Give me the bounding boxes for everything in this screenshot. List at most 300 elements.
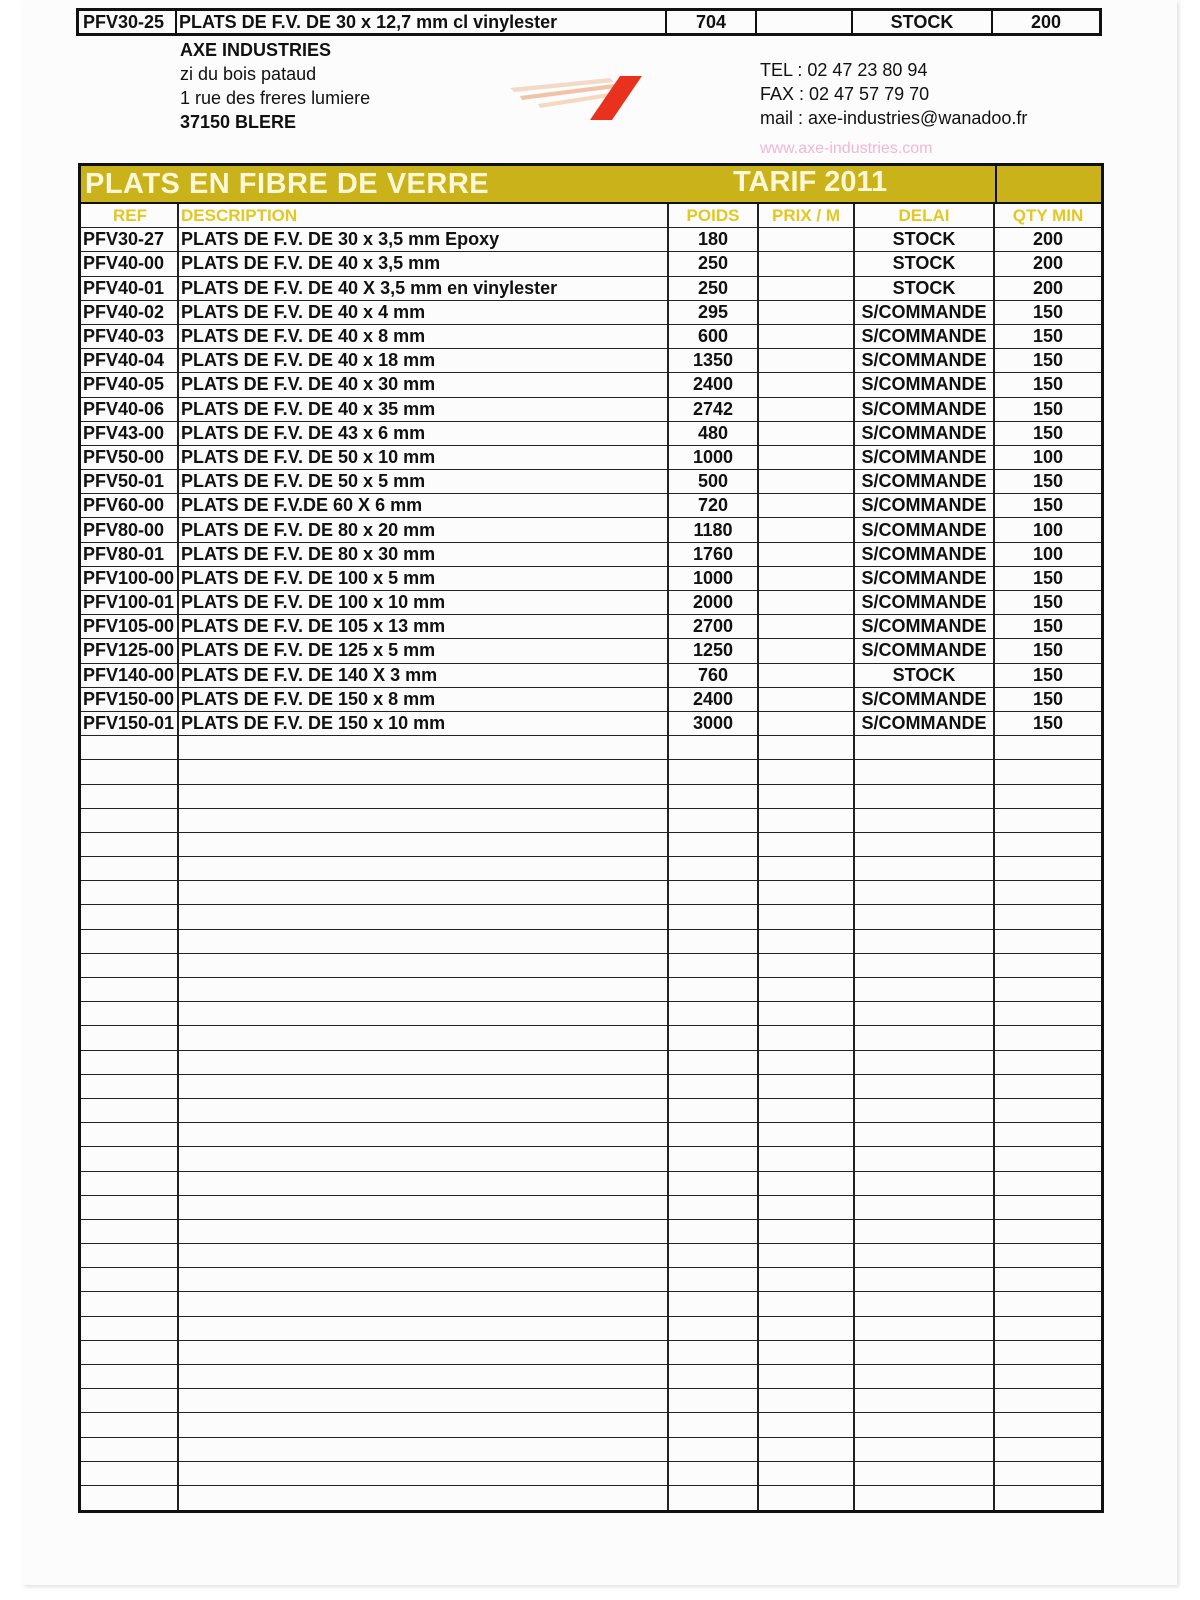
empty-cell [669,1317,759,1340]
empty-cell [669,1365,759,1388]
cell-delai: STOCK [855,664,995,687]
empty-cell [759,1075,855,1098]
empty-cell [995,1341,1101,1364]
cell-prix [759,349,855,372]
empty-cell [759,930,855,953]
cell-ref: PFV100-00 [81,567,179,590]
empty-cell [81,1099,179,1122]
empty-cell [81,1292,179,1315]
empty-cell [995,1026,1101,1049]
empty-cell [759,1486,855,1510]
empty-cell [81,1462,179,1485]
empty-table-row [81,809,1101,833]
empty-cell [81,1365,179,1388]
company-name: AXE INDUSTRIES [180,40,332,60]
cell-delai: STOCK [855,228,995,251]
cell-ref: PFV150-01 [81,712,179,735]
empty-cell [669,1244,759,1267]
empty-table-row [81,1486,1101,1510]
cell-ref: PFV40-05 [81,373,179,396]
empty-cell [855,1389,995,1412]
cell-description: PLATS DE F.V. DE 80 x 30 mm [179,543,669,566]
table-row [81,494,1101,518]
table-row [81,277,1101,301]
cell-description: PLATS DE F.V. DE 40 x 4 mm [179,301,669,324]
empty-cell [759,785,855,808]
empty-cell [759,1365,855,1388]
empty-cell [855,1099,995,1122]
cell-description: PLATS DE F.V. DE 140 X 3 mm [179,664,669,687]
empty-cell [855,930,995,953]
header-delai: DELAI [855,204,995,227]
cell-poids: 1000 [669,446,759,469]
empty-cell [995,833,1101,856]
empty-cell [179,954,669,977]
table-title: PLATS EN FIBRE DE VERRE [85,168,490,200]
cell-prix [759,301,855,324]
address-line-1: zi du bois pataud [180,64,317,84]
empty-cell [81,1002,179,1025]
empty-cell [179,1389,669,1412]
cell-delai: S/COMMANDE [855,567,995,590]
empty-cell [995,1002,1101,1025]
table-header-row [81,204,1101,228]
empty-cell [179,1196,669,1219]
header-description: DESCRIPTION [179,204,669,227]
empty-cell [669,930,759,953]
empty-cell [669,1292,759,1315]
empty-cell [855,1147,995,1170]
cell-prix [759,325,855,348]
empty-cell [995,1462,1101,1485]
empty-cell [179,930,669,953]
empty-cell [995,736,1101,759]
cell-poids: 180 [669,228,759,251]
cell-qty: 150 [1032,350,1064,371]
cell-delai: S/COMMANDE [855,470,995,493]
cell-prix [759,422,855,445]
empty-cell [759,857,855,880]
empty-cell [995,1365,1101,1388]
cell-poids: 720 [669,494,759,517]
cell-description: PLATS DE F.V. DE 30 x 3,5 mm Epoxy [179,228,669,251]
top-row-prix [757,11,853,33]
cell-description: PLATS DE F.V. DE 105 x 13 mm [179,615,669,638]
cell-description: PLATS DE F.V. DE 40 x 8 mm [179,325,669,348]
cell-description: PLATS DE F.V. DE 80 x 20 mm [179,518,669,541]
empty-cell [995,1486,1101,1510]
empty-table-row [81,930,1101,954]
empty-cell [81,930,179,953]
top-row-poids: 704 [667,11,757,33]
table-row [81,543,1101,567]
empty-cell [995,905,1101,928]
empty-cell [81,760,179,783]
phone-number: TEL : 02 47 23 80 94 [760,60,928,80]
empty-cell [81,954,179,977]
empty-cell [81,1341,179,1364]
cell-description: PLATS DE F.V. DE 150 x 8 mm [179,688,669,711]
empty-cell [179,1026,669,1049]
empty-cell [179,1075,669,1098]
table-row [81,470,1101,494]
empty-cell [81,978,179,1001]
empty-table-row [81,1389,1101,1413]
empty-cell [179,978,669,1001]
empty-cell [855,857,995,880]
empty-cell [81,1244,179,1267]
cell-qty: 150 [1032,688,1064,709]
cell-delai: STOCK [855,252,995,275]
cell-prix [759,591,855,614]
empty-cell [995,954,1101,977]
cell-poids: 1250 [669,639,759,662]
empty-cell [759,1147,855,1170]
cell-prix [759,567,855,590]
cell-poids: 480 [669,422,759,445]
empty-table-row [81,1051,1101,1075]
empty-table-row [81,736,1101,760]
empty-table-row [81,905,1101,929]
empty-cell [759,1341,855,1364]
table-row [81,688,1101,712]
empty-cell [855,1268,995,1291]
empty-cell [995,1317,1101,1340]
email-address: mail : axe-industries@wanadoo.fr [760,108,1028,128]
cell-ref: PFV30-27 [81,228,179,251]
cell-poids: 250 [669,277,759,300]
cell-qty: 150 [1032,640,1064,661]
empty-cell [855,1438,995,1461]
empty-cell [179,1317,669,1340]
header-prix: PRIX / M [759,204,855,227]
empty-cell [179,881,669,904]
empty-cell [855,1317,995,1340]
empty-cell [669,1196,759,1219]
empty-cell [669,1486,759,1510]
cell-prix [759,228,855,251]
empty-cell [669,1099,759,1122]
empty-cell [759,1172,855,1195]
table-row [81,422,1101,446]
cell-poids: 3000 [669,712,759,735]
cell-prix [759,712,855,735]
cell-ref: PFV50-00 [81,446,179,469]
cell-qty: 150 [1032,422,1064,443]
cell-ref: PFV125-00 [81,639,179,662]
cell-ref: PFV80-01 [81,543,179,566]
empty-cell [669,1026,759,1049]
contact-info [760,58,1027,130]
empty-cell [669,978,759,1001]
cell-qty: 150 [1032,374,1064,395]
cell-description: PLATS DE F.V. DE 40 X 3,5 mm en vinylester [179,277,669,300]
empty-table-row [81,1220,1101,1244]
empty-table-row [81,1413,1101,1437]
table-row [81,325,1101,349]
cell-description: PLATS DE F.V. DE 50 x 10 mm [179,446,669,469]
cell-poids: 2400 [669,373,759,396]
cell-delai: S/COMMANDE [855,615,995,638]
top-partial-row [76,8,1102,36]
company-address [180,38,370,134]
cell-qty: 100 [1032,519,1064,540]
empty-cell [855,1172,995,1195]
empty-cell [759,978,855,1001]
empty-cell [855,1292,995,1315]
table-row [81,591,1101,615]
empty-cell [81,1196,179,1219]
empty-cell [759,1438,855,1461]
empty-cell [855,809,995,832]
empty-cell [81,809,179,832]
empty-table-row [81,1196,1101,1220]
empty-table-row [81,857,1101,881]
empty-cell [179,1438,669,1461]
empty-cell [179,760,669,783]
address-line-2: 1 rue des freres lumiere [180,88,371,108]
empty-cell [995,1292,1101,1315]
empty-cell [855,1051,995,1074]
cell-description: PLATS DE F.V. DE 125 x 5 mm [179,639,669,662]
empty-cell [995,1438,1101,1461]
empty-cell [759,1462,855,1485]
empty-cell [995,1172,1101,1195]
empty-cell [995,785,1101,808]
cell-description: PLATS DE F.V. DE 40 x 18 mm [179,349,669,372]
company-logo-icon [510,74,660,124]
empty-cell [81,1317,179,1340]
cell-delai: S/COMMANDE [855,301,995,324]
price-table [78,163,1104,1513]
empty-cell [855,785,995,808]
empty-cell [759,1123,855,1146]
cell-qty: 150 [1032,495,1064,516]
empty-table-row [81,1244,1101,1268]
cell-qty: 200 [1032,277,1064,298]
empty-cell [669,809,759,832]
top-row-ref: PFV30-25 [79,11,177,33]
cell-prix [759,688,855,711]
cell-delai: S/COMMANDE [855,639,995,662]
empty-cell [179,1462,669,1485]
empty-cell [179,1051,669,1074]
cell-delai: S/COMMANDE [855,543,995,566]
empty-cell [855,1002,995,1025]
empty-cell [669,1075,759,1098]
cell-qty: 100 [1032,446,1064,467]
cell-prix [759,664,855,687]
empty-table-row [81,1462,1101,1486]
cell-ref: PFV50-01 [81,470,179,493]
empty-table-row [81,1172,1101,1196]
empty-cell [759,736,855,759]
address-city: 37150 BLERE [180,112,297,132]
empty-cell [179,1002,669,1025]
empty-cell [669,833,759,856]
top-row-description: PLATS DE F.V. DE 30 x 12,7 mm cl vinylester [177,11,667,33]
empty-cell [81,1075,179,1098]
empty-cell [669,1220,759,1243]
cell-delai: S/COMMANDE [855,688,995,711]
empty-cell [179,1413,669,1436]
empty-cell [81,905,179,928]
empty-cell [669,1341,759,1364]
table-row [81,639,1101,663]
empty-cell [669,1051,759,1074]
cell-poids: 250 [669,252,759,275]
cell-prix [759,398,855,421]
empty-cell [759,1389,855,1412]
cell-ref: PFV140-00 [81,664,179,687]
cell-ref: PFV40-04 [81,349,179,372]
cell-ref: PFV40-06 [81,398,179,421]
empty-cell [759,1244,855,1267]
empty-cell [759,1292,855,1315]
empty-table-row [81,833,1101,857]
fax-number: FAX : 02 47 57 79 70 [760,84,930,104]
cell-qty: 150 [1032,713,1064,734]
empty-table-row [81,1026,1101,1050]
empty-cell [81,1123,179,1146]
empty-cell [759,1002,855,1025]
empty-cell [759,881,855,904]
cell-ref: PFV40-00 [81,252,179,275]
empty-cell [995,930,1101,953]
empty-table-row [81,1365,1101,1389]
empty-cell [759,1026,855,1049]
cell-poids: 600 [669,325,759,348]
cell-prix [759,639,855,662]
empty-cell [179,1220,669,1243]
empty-cell [669,905,759,928]
empty-cell [669,1389,759,1412]
empty-cell [855,881,995,904]
cell-prix [759,252,855,275]
empty-cell [759,954,855,977]
empty-cell [759,1099,855,1122]
cell-poids: 1180 [669,518,759,541]
empty-cell [995,1389,1101,1412]
empty-cell [855,905,995,928]
empty-cell [855,1123,995,1146]
empty-cell [855,1220,995,1243]
top-row-delai: STOCK [853,11,993,33]
cell-qty: 150 [1032,567,1064,588]
table-row [81,664,1101,688]
cell-ref: PFV40-01 [81,277,179,300]
cell-delai: S/COMMANDE [855,422,995,445]
empty-cell [759,1413,855,1436]
empty-cell [179,1147,669,1170]
empty-table-row [81,1147,1101,1171]
empty-cell [855,1365,995,1388]
empty-cell [669,1268,759,1291]
header-poids: POIDS [669,204,759,227]
empty-cell [995,1268,1101,1291]
empty-cell [855,1026,995,1049]
cell-qty: 200 [1032,229,1064,250]
empty-cell [81,1051,179,1074]
cell-ref: PFV80-00 [81,518,179,541]
tarif-label: TARIF 2011 [733,166,888,198]
cell-description: PLATS DE F.V. DE 40 x 3,5 mm [179,252,669,275]
empty-cell [179,1123,669,1146]
empty-cell [81,1147,179,1170]
empty-cell [995,1147,1101,1170]
table-row [81,518,1101,542]
empty-table-row [81,954,1101,978]
empty-cell [179,1268,669,1291]
empty-cell [995,809,1101,832]
table-body [81,228,1101,1510]
empty-cell [81,1486,179,1510]
empty-cell [669,1172,759,1195]
table-row [81,228,1101,252]
cell-ref: PFV150-00 [81,688,179,711]
empty-cell [81,1438,179,1461]
empty-table-row [81,881,1101,905]
cell-qty: 150 [1032,301,1064,322]
cell-delai: S/COMMANDE [855,398,995,421]
cell-poids: 1760 [669,543,759,566]
table-row [81,301,1101,325]
cell-poids: 295 [669,301,759,324]
empty-cell [179,1244,669,1267]
empty-cell [179,736,669,759]
top-row-qty: 200 [1030,11,1062,32]
table-row [81,252,1101,276]
cell-delai: STOCK [855,277,995,300]
empty-table-row [81,1438,1101,1462]
cell-qty: 150 [1032,326,1064,347]
cell-qty: 150 [1032,471,1064,492]
cell-ref: PFV60-00 [81,494,179,517]
empty-cell [81,881,179,904]
cell-delai: S/COMMANDE [855,712,995,735]
empty-cell [81,1413,179,1436]
empty-table-row [81,760,1101,784]
empty-cell [669,1147,759,1170]
table-banner [81,166,1101,204]
cell-delai: S/COMMANDE [855,591,995,614]
empty-cell [855,1486,995,1510]
empty-table-row [81,1341,1101,1365]
cell-ref: PFV40-03 [81,325,179,348]
cell-poids: 2400 [669,688,759,711]
empty-cell [995,881,1101,904]
empty-table-row [81,1268,1101,1292]
empty-cell [179,1292,669,1315]
empty-cell [855,1462,995,1485]
cell-ref: PFV40-02 [81,301,179,324]
empty-table-row [81,1002,1101,1026]
empty-cell [855,1244,995,1267]
empty-cell [855,1196,995,1219]
empty-cell [995,857,1101,880]
cell-poids: 2700 [669,615,759,638]
cell-qty: 150 [1032,398,1064,419]
empty-cell [995,1196,1101,1219]
empty-cell [995,1075,1101,1098]
empty-cell [995,1244,1101,1267]
cell-poids: 760 [669,664,759,687]
empty-cell [669,1002,759,1025]
empty-cell [179,905,669,928]
empty-cell [81,1026,179,1049]
empty-cell [179,1172,669,1195]
empty-cell [759,809,855,832]
